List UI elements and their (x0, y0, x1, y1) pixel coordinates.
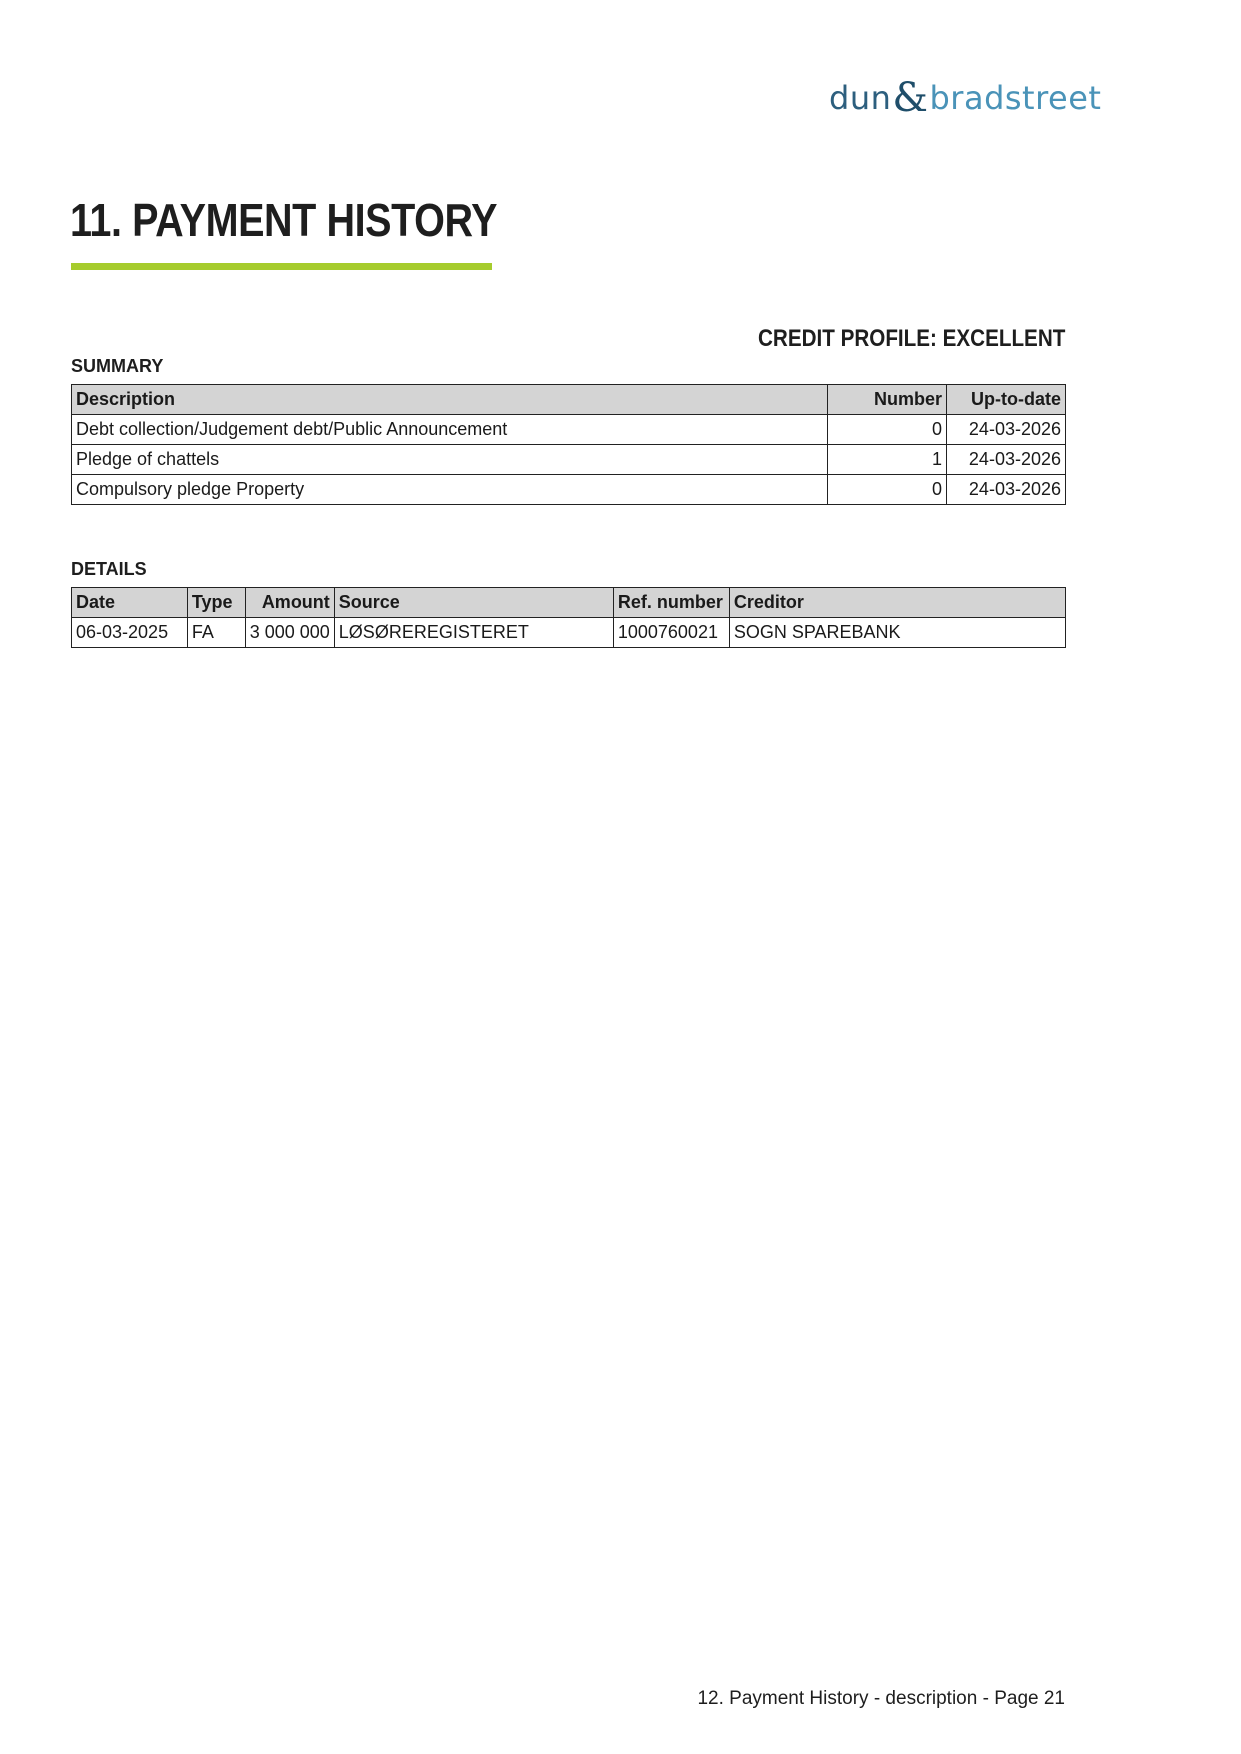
details-cell-source: LØSØREREGISTERET (334, 618, 613, 648)
details-cell-ref-number: 1000760021 (613, 618, 729, 648)
summary-col-number: Number (828, 385, 947, 415)
logo-text-bradstreet: bradstreet (929, 79, 1102, 117)
credit-profile-label: CREDIT PROFILE: EXCELLENT (757, 325, 1065, 352)
details-col-creditor: Creditor (729, 588, 1065, 618)
summary-table (71, 384, 1066, 505)
logo-ampersand: & (892, 75, 929, 121)
summary-cell-number: 0 (828, 415, 947, 445)
details-col-type: Type (187, 588, 245, 618)
summary-cell-date: 24-03-2026 (947, 415, 1066, 445)
summary-col-description: Description (72, 385, 828, 415)
summary-header-row (72, 385, 1066, 415)
summary-heading: SUMMARY (71, 356, 164, 376)
details-header-row (72, 588, 1066, 618)
details-cell-date: 06-03-2025 (72, 618, 188, 648)
summary-col-up-to-date: Up-to-date (947, 385, 1066, 415)
summary-cell-date: 24-03-2026 (947, 475, 1066, 505)
table-row (72, 445, 1066, 475)
table-row (72, 618, 1066, 648)
table-row (72, 475, 1066, 505)
details-col-source: Source (334, 588, 613, 618)
details-col-date: Date (72, 588, 188, 618)
summary-cell-number: 1 (828, 445, 947, 475)
summary-cell-description: Pledge of chattels (72, 445, 828, 475)
table-row (72, 415, 1066, 445)
page-footer: 12. Payment History - description - Page 21 (697, 1688, 1065, 1709)
dun-bradstreet-logo (829, 76, 1101, 120)
logo-text-dun: dun (829, 79, 892, 117)
page-title: 11. PAYMENT HISTORY (70, 194, 498, 246)
details-cell-creditor: SOGN SPAREBANK (729, 618, 1065, 648)
title-underline (71, 263, 492, 270)
summary-cell-description: Debt collection/Judgement debt/Public Announcement (72, 415, 828, 445)
details-col-ref-number: Ref. number (613, 588, 729, 618)
details-table (71, 587, 1066, 648)
summary-cell-number: 0 (828, 475, 947, 505)
details-cell-type: FA (187, 618, 245, 648)
summary-cell-description: Compulsory pledge Property (72, 475, 828, 505)
details-col-amount: Amount (245, 588, 334, 618)
details-cell-amount: 3 000 000 (245, 618, 334, 648)
details-heading: DETAILS (71, 559, 147, 579)
summary-cell-date: 24-03-2026 (947, 445, 1066, 475)
